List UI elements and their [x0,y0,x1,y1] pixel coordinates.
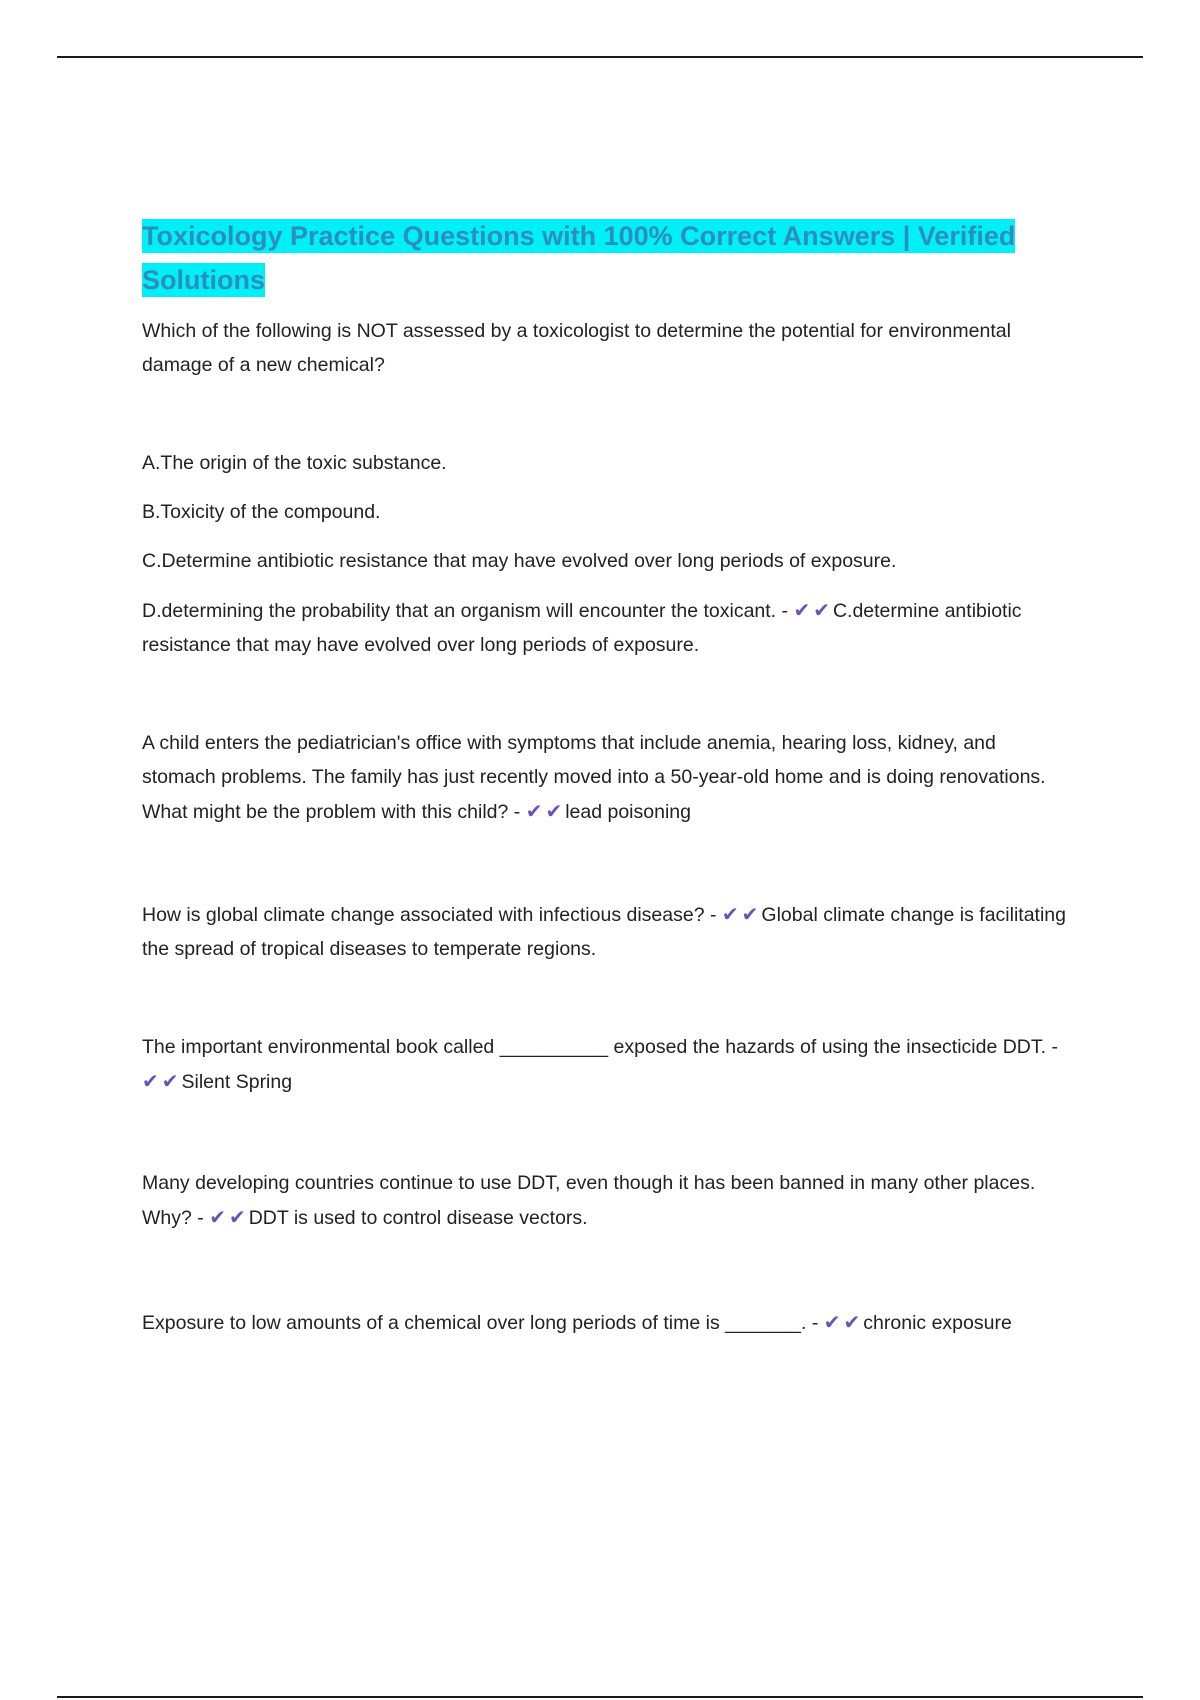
option-a: A.The origin of the toxic substance. [142,452,447,474]
double-check-icon: ✔✔ [721,902,762,926]
document-title: Toxicology Practice Questions with 100% Correct Answers | Verified Solutions [142,221,1016,295]
answer-text: lead poisoning [565,801,691,823]
double-check-icon: ✔✔ [793,598,833,622]
question-text: Exposure to low amounts of a chemical over long periods of time is _______. - [142,1312,819,1334]
option-b: B.Toxicity of the compound. [142,501,381,523]
double-check-icon: ✔✔ [142,1069,182,1093]
answer-text: chronic exposure [863,1312,1012,1334]
answer-text: DDT is used to control disease vectors. [248,1207,588,1229]
question-block-6 [142,1305,1067,1340]
double-check-icon: ✔✔ [525,799,566,823]
answer-text: Silent Spring [181,1071,293,1093]
question-block-4 [142,1030,1067,1099]
question-text: Which of the following is NOT assessed by a toxicologist to determine the potential for environmental damage of a new chemical? [142,320,1011,376]
question-block-5 [142,1166,1067,1235]
answer-text: Global climate change is facilitating the spread of tropical diseases to temperate regions. [142,904,1066,960]
question-text: A child enters the pediatrician's office with symptoms that include anemia, hearing loss, kidney, and stomach problems. The family has just recently moved into a 50-year-old home and is doing renovations. What might be the problem with this child? - [142,732,1046,823]
question-text: How is global climate change associated with infectious disease? - [142,904,717,926]
double-check-icon: ✔✔ [823,1310,864,1334]
question-text: Many developing countries continue to use DDT, even though it has been banned in many other places. Why? - [142,1172,1036,1229]
answer-text: C.determine antibiotic resistance that may have evolved over long periods of exposure. [142,600,1022,656]
header-rule [57,56,1143,58]
footer-rule [57,1696,1143,1698]
document-body [142,214,1067,1340]
double-check-icon: ✔✔ [209,1205,249,1229]
question-block-3 [142,897,1067,966]
option-d-with-answer [142,593,1067,662]
option-c: C.Determine antibiotic resistance that may have evolved over long periods of exposure. [142,550,897,572]
question-block-2 [142,726,1067,829]
option-d: D.determining the probability that an organism will encounter the toxicant. - [142,600,789,622]
question-block-1 [142,314,1067,662]
question-text: The important environmental book called __________ exposed the hazards of using the insecticide DDT. - [142,1036,1058,1058]
